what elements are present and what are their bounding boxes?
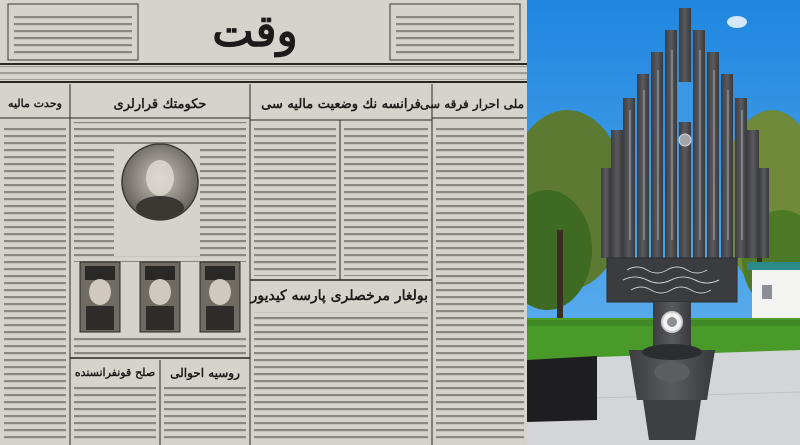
headline-russia-situation: روسیه احوالی <box>170 366 240 380</box>
headline-france-finance: فرانسه نك وضعیت مالیه سی <box>261 97 421 112</box>
memorial-scene <box>527 0 800 445</box>
headline-national-party: ملی احرار فرقه سی <box>419 97 524 111</box>
headline-peace-conference: صلح قونفرانسنده <box>74 366 156 379</box>
headline-financial-unity: وحدت مالیه <box>8 97 62 110</box>
memorial-photo <box>527 0 800 445</box>
newspaper-masthead: وقت <box>212 6 298 57</box>
portrait-row <box>80 262 240 332</box>
headline-govt-decisions: حکومتك قرارلری <box>113 97 207 112</box>
headline-bulgarian-delegates: بولغار مرخصلری پارسه کیدیور <box>250 288 428 304</box>
